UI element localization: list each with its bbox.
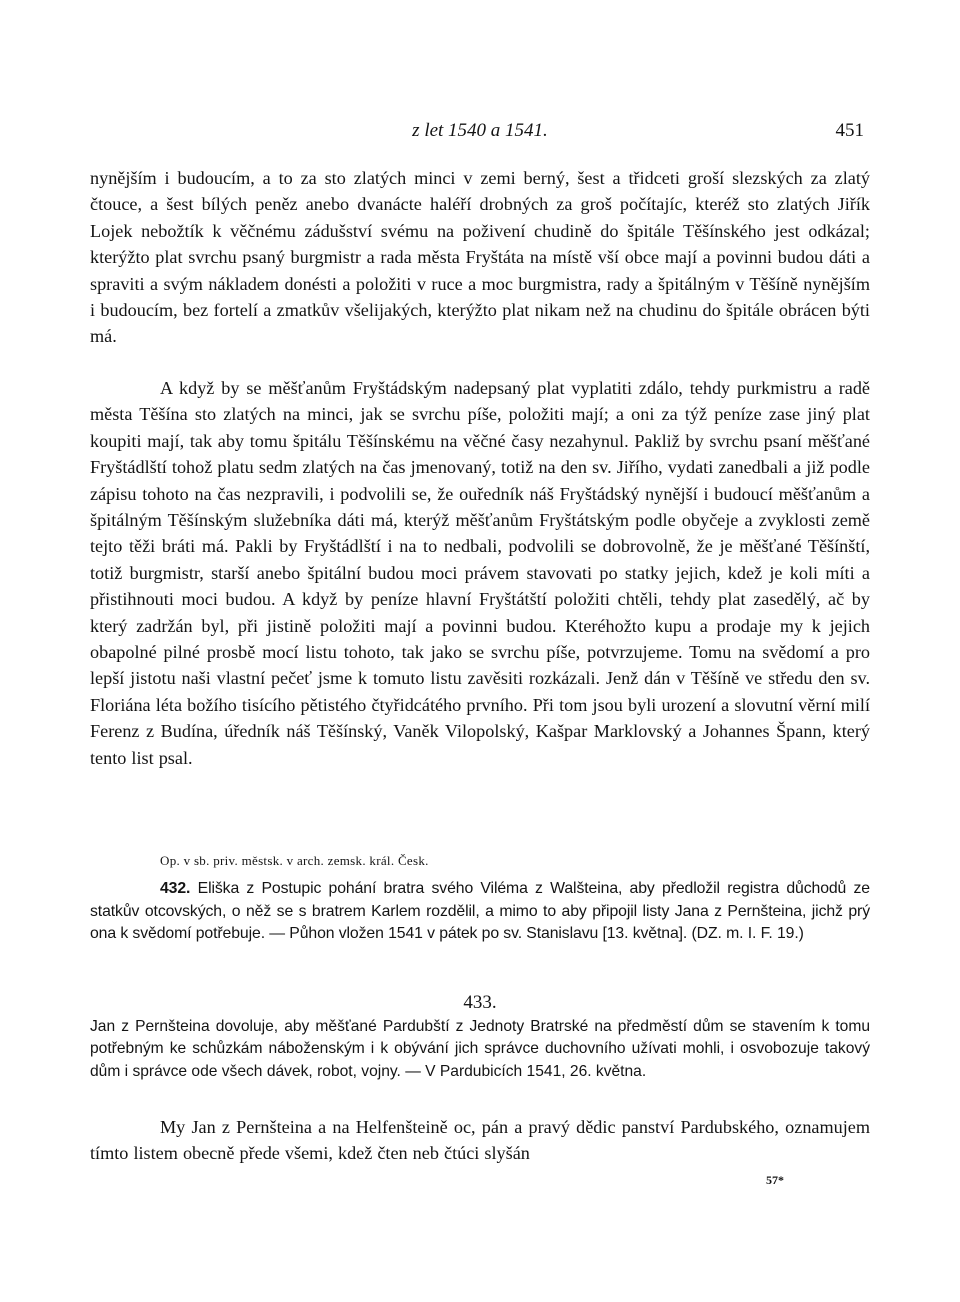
document-text: My Jan z Pernšteina a na Helfenšteině oc, pán a pravý dědic panství Pardubského, oznamujem tímto listem obecně přede všemi, kdež čten neb čtúci slyšán	[90, 1117, 870, 1164]
regest-number: 432.	[160, 880, 191, 897]
running-title: z let 1540 a 1541.	[412, 120, 548, 141]
regest-432	[90, 878, 870, 946]
book-page	[90, 0, 870, 1302]
document-headnote: Jan z Pernšteina dovoluje, aby měšťané Pardubští z Jednoty Bratrské na předměstí dům se stavením k tomu potřebným ke schůzkám náboženským i k obývání jich správce duchovního užívati mohli, i osvobozuje takový dům i správce ode všech dávek, robot, vojny. — V Pardubicích 1541, 26. května.	[90, 1018, 870, 1080]
paragraph-main: A když by se měšťanům Fryštádským nadepsaný plat vyplatiti zdálo, tehdy purkmistru a radě města Těšína sto zlatých na minci, jak se svrchu píše, položiti mají; a oni za týž peníze zase jiný plat koupiti mají, tak aby tomu špitálu Těšínskému na věčné časy nezahynul. Pakliž by svrchu psaní měšťané Fryštádlští tohož platu sedm zlatých na čas jmenovaný, totiž na den sv. Jiřího, vydati zanedbali a již podle zápisu tohoto na čas nezpravili, i podvolili se, že ouředník náš Fryštádský nynější i budoucí měšťanům a špitálným Těšínským služebníka dáti má, kterýž měšťanům Fryštátským podle obyčeje a zvyklosti země tejto těži bráti má. Pakli by Fryštádlští i na to nedbali, podvolili se dobrovolně, že je měšťané Těšínští, totiž burgmistr, starší anebo špitální budou moci právem stavovati po statky jejich, kdež je koli míti a přistihnouti moci budou. A když by peníze hlavní Fryštátští položiti chtěli, tehdy plat zasedělý, ač by který zadržán byl, při jistině položiti mají a povinni budou. Kteréhožto kupu a prodaje my k jejich obapolné pilné prosbě mocí listu tohoto, tak jako se svrchu píše, potvrzujeme. Tomu na svědomí a pro lepší jistotu naši vlastní pečeť jsme k tomuto listu zavěsiti rozkázali. Jenž dán v Těšíně ve středu den sv. Floriána léta božího tisícího pětistého čtyřidcátého prvního. Při tom jsou byli urození a slovutní věrní milí Ferenz z Budína, úředník náš Těšínský, Vaněk Vilopolský, Kašpar Marklovský a Johannes Špann, který tento list psal.	[90, 378, 870, 768]
signature-mark: 57*	[766, 1173, 784, 1187]
source-note: Op. v sb. priv. městsk. v arch. zemsk. král. Česk.	[160, 853, 429, 868]
page-number: 451	[835, 120, 864, 141]
regest-text: Eliška z Postupic pohání bratra svého Viléma z Walšteina, aby předložil registra důchodů ze statkův otcovských, o něž se s bratrem Karlem rozdělil, a mimo to aby připojil listy Jana z Pernšteina, jichž prý ona k svědomí potřebuje. — Půhon vložen 1541 v pátek po sv. Stanislavu [13. května]. (DZ. m. I. F. 19.)	[90, 880, 870, 943]
document-number: 433.	[463, 992, 497, 1013]
paragraph-continuation: nynějším i budoucím, a to za sto zlatých minci v zemi berný, šest a třidceti groší slezských za zlatý čtouce, a šest bílých peněz anebo dvanácte haléří drobných za groš počítajíc, kteréž sto zlatých Jiřík Lojek nebožtík k věčnému zádušství svému na poživení chudině do špitále Těšínského jest odkázal; kterýžto plat svrchu psaný burgmistr a rada města Fryštáta na místě vší obce mají a povinni budou dáti a spraviti a svým nákladem donésti a položiti v ruce a moc burgmistra, rady a špitálným v Těšíně nynějším i budoucím, bez fortelí a zmatkův všelijakých, kterýžto plat nikam než na chudinu do špitále obrácen býti má.	[90, 168, 870, 347]
running-head	[90, 118, 870, 144]
